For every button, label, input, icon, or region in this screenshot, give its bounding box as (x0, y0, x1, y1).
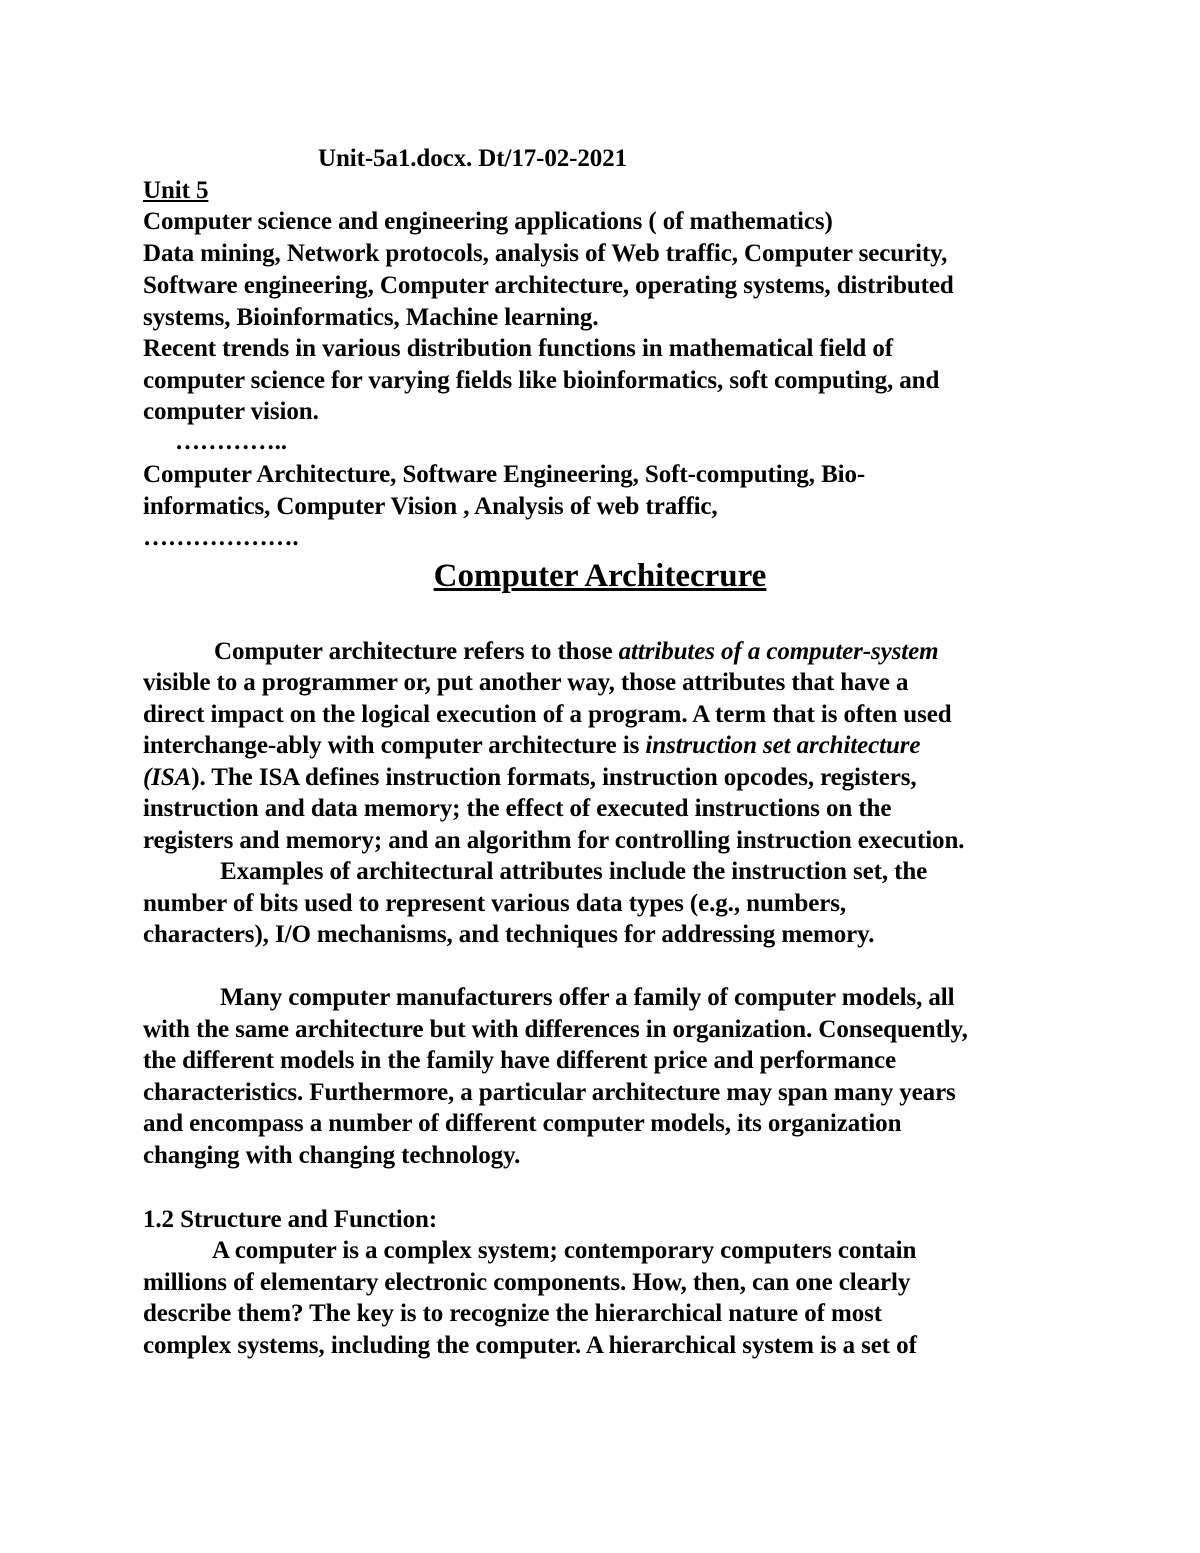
section2-line: describe them? The key is to recognize the hierarchical nature of most (143, 1300, 882, 1327)
para1-line: registers and memory; and an algorithm for controlling instruction execution. (143, 827, 965, 854)
para1-line: interchange-ably with computer architecture is instruction set architecture (143, 732, 921, 759)
para2-line: changing with changing technology. (143, 1142, 521, 1169)
para2-line: and encompass a number of different computer models, its organization (143, 1110, 902, 1137)
para2-line: characteristics. Furthermore, a particular architecture may span many years (143, 1079, 956, 1106)
section2-heading: 1.2 Structure and Function: (143, 1206, 438, 1233)
para1-line: number of bits used to represent various data types (e.g., numbers, (143, 890, 847, 917)
unit-line: informatics, Computer Vision , Analysis of web traffic, (143, 493, 718, 520)
para1-line: instruction and data memory; the effect of executed instructions on the (143, 795, 892, 822)
section2-line: millions of elementary electronic components. How, then, can one clearly (143, 1269, 911, 1296)
para1-line: characters), I/O mechanisms, and techniques for addressing memory. (143, 921, 875, 948)
section2-line: complex systems, including the computer. A hierarchical system is a set of (143, 1332, 917, 1359)
section-title: Computer Architecrure (433, 558, 767, 594)
unit-line: Computer Architecture, Software Engineering, Soft-computing, Bio- (143, 461, 866, 488)
para1-line: (ISA). The ISA defines instruction formats, instruction opcodes, registers, (143, 764, 917, 791)
unit-line: Computer science and engineering applications ( of mathematics) (143, 208, 833, 235)
unit-line: computer vision. (143, 398, 319, 425)
para1-line: Computer architecture refers to those attributes of a computer-system (214, 638, 939, 665)
unit-heading: Unit 5 (143, 177, 209, 204)
file-header: Unit-5a1.docx. Dt/17-02-2021 (318, 145, 627, 172)
para2-line: Many computer manufacturers offer a family of computer models, all (220, 984, 955, 1011)
section2-line: A computer is a complex system; contemporary computers contain (212, 1237, 917, 1264)
para2-line: the different models in the family have different price and performance (143, 1047, 896, 1074)
unit-line: systems, Bioinformatics, Machine learning. (143, 304, 599, 331)
ellipsis-separator: ………………. (143, 524, 299, 551)
ellipsis-separator: ………….. (175, 428, 287, 455)
para1-line: direct impact on the logical execution of a program. A term that is often used (143, 701, 952, 728)
para1-line: visible to a programmer or, put another way, those attributes that have a (143, 669, 909, 696)
unit-line: Software engineering, Computer architecture, operating systems, distributed (143, 272, 954, 299)
unit-line: Recent trends in various distribution functions in mathematical field of (143, 335, 893, 362)
unit-line: computer science for varying fields like bioinformatics, soft computing, and (143, 367, 940, 394)
unit-line: Data mining, Network protocols, analysis of Web traffic, Computer security, (143, 240, 948, 267)
para1-line: Examples of architectural attributes include the instruction set, the (220, 858, 928, 885)
para2-line: with the same architecture but with differences in organization. Consequently, (143, 1016, 968, 1043)
